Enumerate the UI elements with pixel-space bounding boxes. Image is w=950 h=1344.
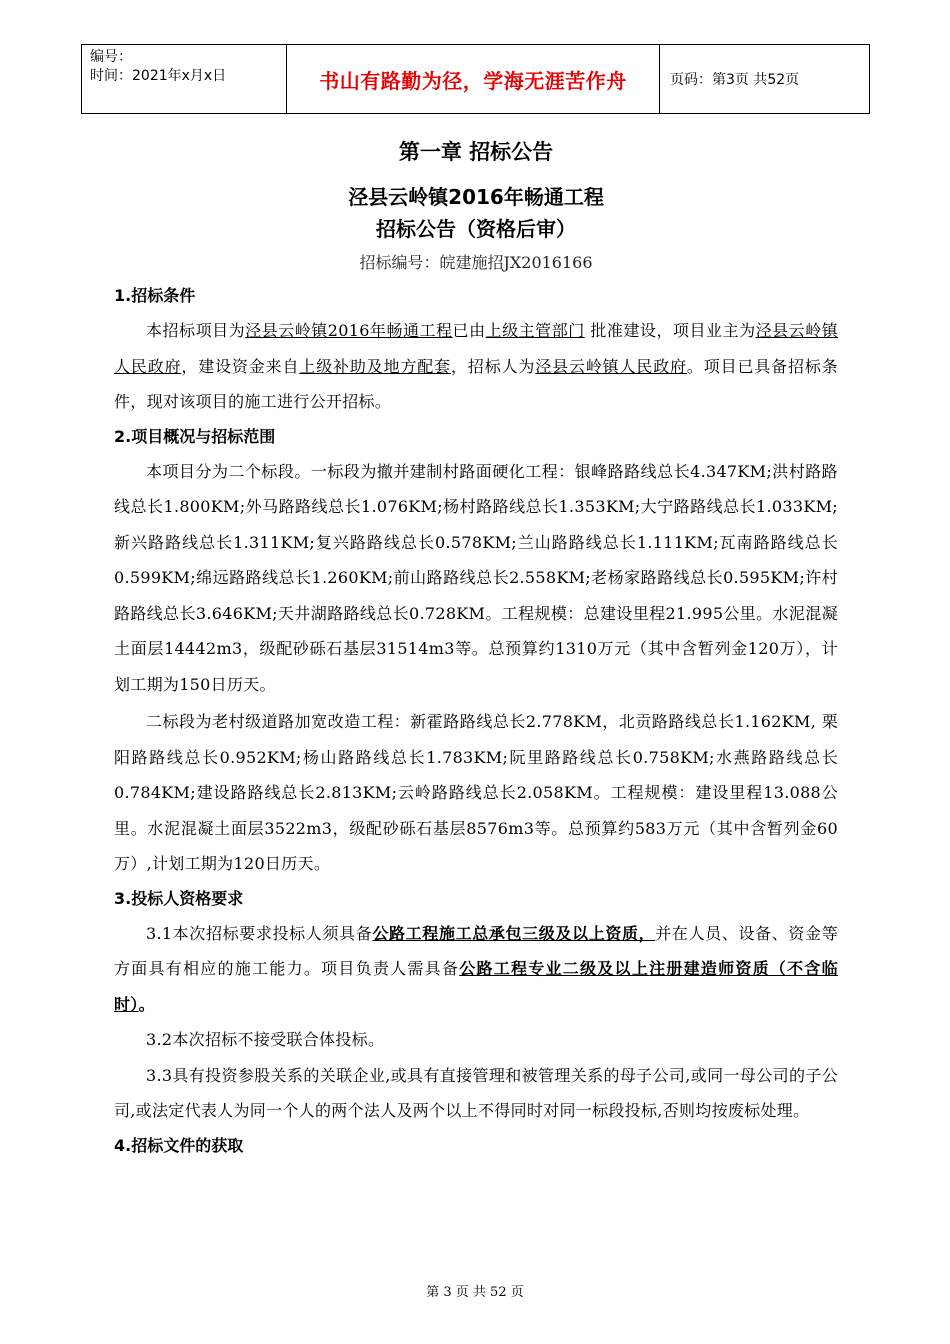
- header-number-label: 编号：: [90, 49, 132, 65]
- header-time-label: 时间：2021年x月x日: [90, 68, 227, 84]
- text-run: ，招标人为: [451, 356, 536, 376]
- chapter-title: 第一章 招标公告: [398, 140, 554, 164]
- text-run: 。项目已具备招标条件，现对该项目的施工进行公开招标。: [114, 356, 839, 411]
- section-1-title: 1.招标条件: [114, 286, 196, 305]
- text-run: 批准建设，项目业主为: [584, 321, 756, 340]
- document-body: [114, 130, 838, 1163]
- section-3-paragraph-2: 3.2本次招标不接受联合体投标。: [146, 1030, 385, 1049]
- project-name: 泾县云岭镇2016年畅通工程: [245, 321, 453, 340]
- text-run: ，建设资金来自: [181, 356, 300, 376]
- section-3-paragraph-1: [114, 916, 838, 1023]
- section-2-paragraph-2: 二标段为老村级道路加宽改造工程：新霍路路线总长2.778KM，北贡路路线总长1.162KM, 栗阳路路线总长0.952KM;杨山路路线总长1.783KM;阮里路路线总长0.758KM;水燕路路线总长0.784KM;建设路路线总长2.813KM;云岭路路线总长2.058KM。工程规模：建设里程13.088公里。水泥混凝土面层3522m3，级配砂砾石基层8576m3等。总预算约583万元（其中含暂列金60万）,计划工期为120日历天。: [114, 712, 838, 873]
- required-qualification: 公路工程施工总承包三级及以上资质，: [372, 923, 656, 943]
- page-header-table: [81, 44, 870, 114]
- section-3-paragraph-3: 3.3具有投资参股关系的关联企业,或具有直接管理和被管理关系的母子公司,或同一母公司的子公司,或法定代表人为同一个人的两个法人及两个以上不得同时对同一标段投标,否则均按废标处理。: [114, 1065, 838, 1120]
- header-motto: 书山有路勤为径，学海无涯苦作舟: [287, 45, 660, 114]
- text-run: 。: [138, 994, 155, 1014]
- page-footer: 第 3 页 共 52 页: [426, 1285, 524, 1300]
- text-run: 3.1本次招标要求投标人须具备: [146, 923, 373, 943]
- funding-source: 上级补助及地方配套: [299, 356, 452, 376]
- section-2-title: 2.项目概况与招标范围: [114, 426, 276, 446]
- document-subtitle: 招标公告（资格后审）: [376, 217, 576, 241]
- approval-authority: 上级主管部门: [485, 321, 585, 340]
- section-4-title: 4.招标文件的获取: [114, 1135, 244, 1155]
- project-owner: 泾县云岭镇人民政府: [114, 321, 839, 376]
- section-2-paragraph-1: 本项目分为二个标段。一标段为撤并建制村路面硬化工程：银峰路路线总长4.347KM;洪村路路线总长1.800KM;外马路路线总长1.076KM;杨村路路线总长1.353KM;大宁路路线总长1.033KM;新兴路路线总长1.311KM;复兴路路线总长0.578KM;兰山路路线总长1.111KM;瓦南路路线总长0.599KM;绵远路路线总长1.260KM;前山路路线总长2.558KM;老杨家路路线总长0.595KM;许村路路线总长3.646KM;天井湖路路线总长0.728KM。工程规模：总建设里程21.995公里。水泥混凝土面层14442m3，级配砂砾石基层31514m3等。总预算约1310万元（其中含暂列金120万），计划工期为150日历天。: [114, 461, 838, 694]
- section-1-paragraph: [114, 313, 838, 420]
- document-title: 泾县云岭镇2016年畅通工程: [348, 185, 604, 209]
- text-run: 本招标项目为: [146, 321, 246, 340]
- bid-number: 招标编号：皖建施招JX2016166: [359, 253, 593, 272]
- header-page-label: 页码：第3页 共52页: [660, 45, 870, 114]
- manager-qualification: 公路工程专业二级及以上注册建造师资质（不含临时）: [114, 959, 838, 1014]
- tenderer-name: 泾县云岭镇人民政府: [535, 356, 687, 376]
- section-3-title: 3.投标人资格要求: [114, 888, 244, 908]
- text-run: 并在人员、设备、资金等方面具有相应的施工能力。项目负责人需具备: [114, 923, 838, 978]
- header-meta-cell: [82, 45, 287, 114]
- text-run: 已由: [452, 321, 486, 340]
